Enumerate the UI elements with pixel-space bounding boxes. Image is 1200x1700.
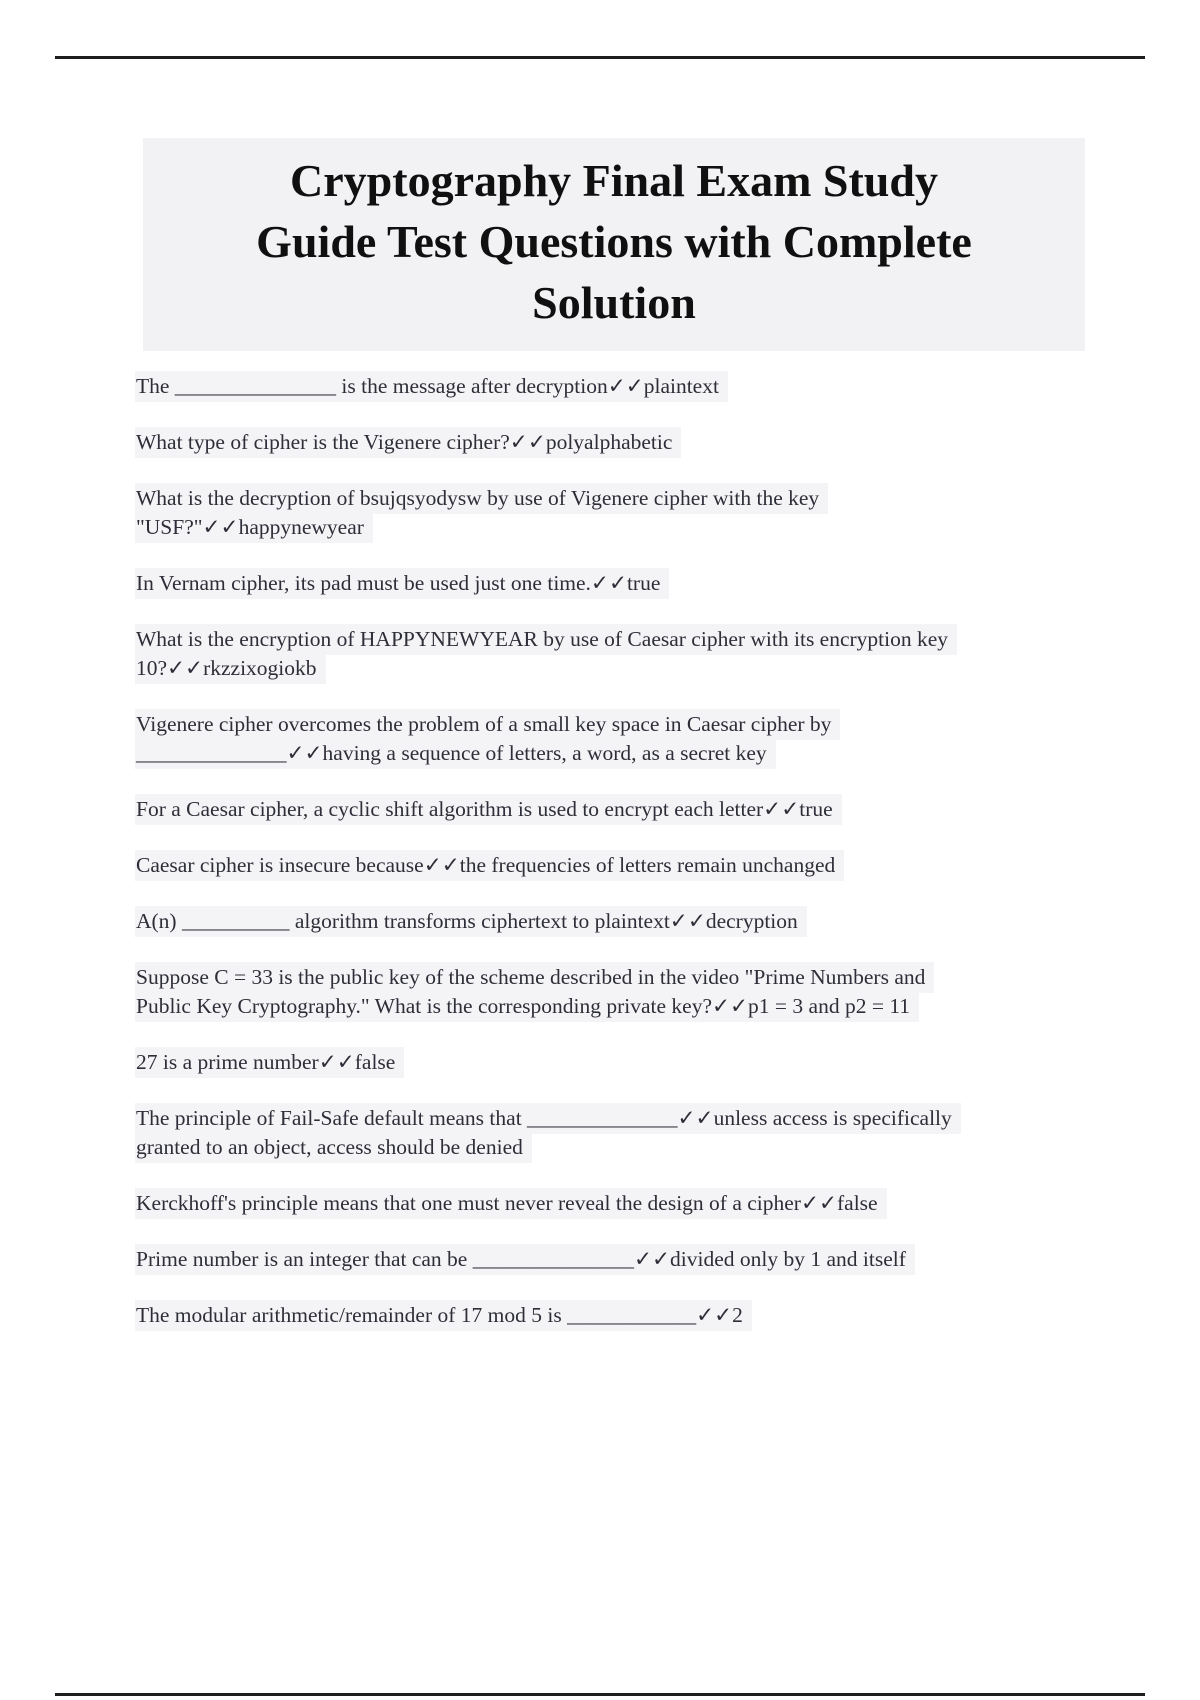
qa-item bbox=[135, 1301, 1145, 1330]
qa-item bbox=[135, 907, 1145, 936]
qa-text: A(n) __________ algorithm transforms ciphertext to plaintext✓✓decryption bbox=[135, 906, 807, 937]
qa-item bbox=[135, 1245, 1145, 1274]
qa-text: What type of cipher is the Vigenere cipher?✓✓polyalphabetic bbox=[135, 427, 681, 458]
page-title-line: Guide Test Questions with Complete bbox=[256, 216, 972, 267]
page-title-line: Solution bbox=[532, 277, 696, 328]
qa-text: Kerckhoff's principle means that one must never reveal the design of a cipher✓✓false bbox=[135, 1188, 887, 1219]
qa-text: In Vernam cipher, its pad must be used just one time.✓✓true bbox=[135, 568, 669, 599]
title-block bbox=[143, 138, 1085, 351]
qa-text: Prime number is an integer that can be _______________✓✓divided only by 1 and itself bbox=[135, 1244, 915, 1275]
qa-item bbox=[135, 795, 1145, 824]
qa-text: The modular arithmetic/remainder of 17 mod 5 is ____________✓✓2 bbox=[135, 1300, 752, 1331]
qa-text: 27 is a prime number✓✓false bbox=[135, 1047, 404, 1078]
qa-item bbox=[135, 1048, 1145, 1077]
qa-item bbox=[135, 1189, 1145, 1218]
qa-text: ______________✓✓having a sequence of letters, a word, as a secret key bbox=[135, 738, 776, 769]
qa-text: The _______________ is the message after decryption✓✓plaintext bbox=[135, 371, 728, 402]
qa-text: Public Key Cryptography." What is the corresponding private key?✓✓p1 = 3 and p2 = 11 bbox=[135, 991, 919, 1022]
qa-text: Caesar cipher is insecure because✓✓the frequencies of letters remain unchanged bbox=[135, 850, 844, 881]
qa-text: Vigenere cipher overcomes the problem of a small key space in Caesar cipher by bbox=[135, 709, 840, 740]
page-title-line: Cryptography Final Exam Study bbox=[290, 155, 938, 206]
qa-list bbox=[135, 372, 1145, 1357]
qa-item bbox=[135, 710, 1145, 768]
qa-item bbox=[135, 428, 1145, 457]
qa-text: 10?✓✓rkzzixogiokb bbox=[135, 653, 326, 684]
top-divider-rule bbox=[55, 56, 1145, 59]
qa-item bbox=[135, 963, 1145, 1021]
qa-text: granted to an object, access should be denied bbox=[135, 1132, 532, 1163]
qa-text: "USF?"✓✓happynewyear bbox=[135, 512, 373, 543]
qa-item bbox=[135, 484, 1145, 542]
qa-text: What is the decryption of bsujqsyodysw by use of Vigenere cipher with the key bbox=[135, 483, 828, 514]
qa-item bbox=[135, 569, 1145, 598]
qa-item bbox=[135, 851, 1145, 880]
bottom-divider-rule bbox=[55, 1693, 1145, 1696]
qa-text: Suppose C = 33 is the public key of the scheme described in the video "Prime Numbers and bbox=[135, 962, 934, 993]
qa-item bbox=[135, 1104, 1145, 1162]
qa-text: The principle of Fail-Safe default means that ______________✓✓unless access is specifically bbox=[135, 1103, 961, 1134]
qa-item bbox=[135, 372, 1145, 401]
qa-text: What is the encryption of HAPPYNEWYEAR by use of Caesar cipher with its encryption key bbox=[135, 624, 957, 655]
qa-item bbox=[135, 625, 1145, 683]
qa-text: For a Caesar cipher, a cyclic shift algorithm is used to encrypt each letter✓✓true bbox=[135, 794, 842, 825]
